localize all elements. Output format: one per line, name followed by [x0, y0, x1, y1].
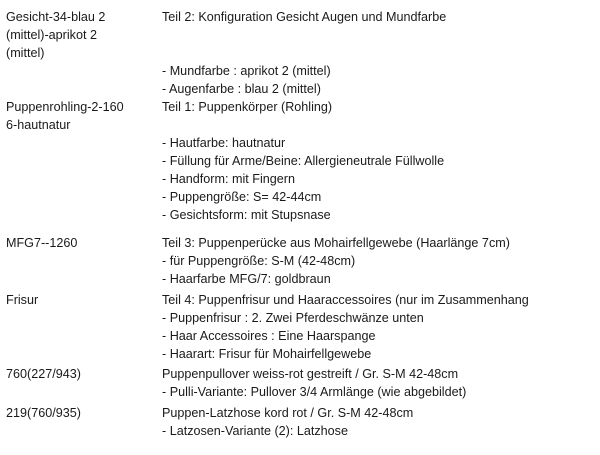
- item-detail: - Haar Accessoires : Eine Haarspange: [162, 329, 376, 343]
- item-detail: - Puppenfrisur : 2. Zwei Pferdeschwänze unten: [162, 311, 424, 325]
- item-row: [0, 291, 600, 361]
- item-code-line: 219(760/935): [6, 406, 81, 420]
- item-row: [0, 8, 600, 96]
- item-detail: - Haarfarbe MFG/7: goldbraun: [162, 272, 331, 286]
- item-code-line: (mittel)-aprikot 2: [6, 28, 97, 42]
- item-row: [0, 234, 600, 286]
- item-code: [6, 365, 156, 383]
- item-row: [0, 365, 600, 403]
- item-code-line: (mittel): [6, 46, 45, 60]
- item-code: [6, 98, 156, 134]
- item-detail: - Augenfarbe : blau 2 (mittel): [162, 82, 321, 96]
- item-detail: - Pulli-Variante: Pullover 3/4 Armlänge (wie abgebildet): [162, 385, 467, 399]
- item-detail: - für Puppengröße: S-M (42-48cm): [162, 254, 356, 268]
- item-code-line: Frisur: [6, 293, 39, 307]
- item-detail: - Füllung für Arme/Beine: Allergieneutrale Füllwolle: [162, 154, 445, 168]
- item-code-line: 760(227/943): [6, 367, 81, 381]
- item-code: [6, 234, 156, 252]
- item-title: Teil 3: Puppenperücke aus Mohairfellgewebe (Haarlänge 7cm): [162, 236, 510, 250]
- item-title: Teil 2: Konfiguration Gesicht Augen und Mundfarbe: [162, 10, 447, 24]
- item-detail: - Haarart: Frisur für Mohairfellgewebe: [162, 347, 372, 361]
- item-detail: - Hautfarbe: hautnatur: [162, 136, 286, 150]
- item-title: Teil 1: Puppenkörper (Rohling): [162, 100, 333, 114]
- item-title: Puppen-Latzhose kord rot / Gr. S-M 42-48cm: [162, 406, 414, 420]
- item-detail: - Handform: mit Fingern: [162, 172, 295, 186]
- item-detail: - Mundfarbe : aprikot 2 (mittel): [162, 64, 331, 78]
- item-row: [0, 404, 600, 442]
- item-row: [0, 98, 600, 222]
- item-code-line: 6-hautnatur: [6, 118, 71, 132]
- item-code: [6, 291, 156, 309]
- item-code-line: Puppenrohling-2-160: [6, 100, 124, 114]
- item-code-line: MFG7--1260: [6, 236, 78, 250]
- item-detail: - Latzosen-Variante (2): Latzhose: [162, 424, 348, 438]
- item-detail: - Puppengröße: S= 42-44cm: [162, 190, 322, 204]
- item-code-line: Gesicht-34-blau 2: [6, 10, 106, 24]
- item-detail: - Gesichtsform: mit Stupsnase: [162, 208, 331, 222]
- item-code: [6, 404, 156, 422]
- item-title: Teil 4: Puppenfrisur und Haaraccessoires (nur im Zusammenhang: [162, 293, 529, 307]
- item-code: [6, 8, 156, 62]
- item-title: Puppenpullover weiss-rot gestreift / Gr. S-M 42-48cm: [162, 367, 459, 381]
